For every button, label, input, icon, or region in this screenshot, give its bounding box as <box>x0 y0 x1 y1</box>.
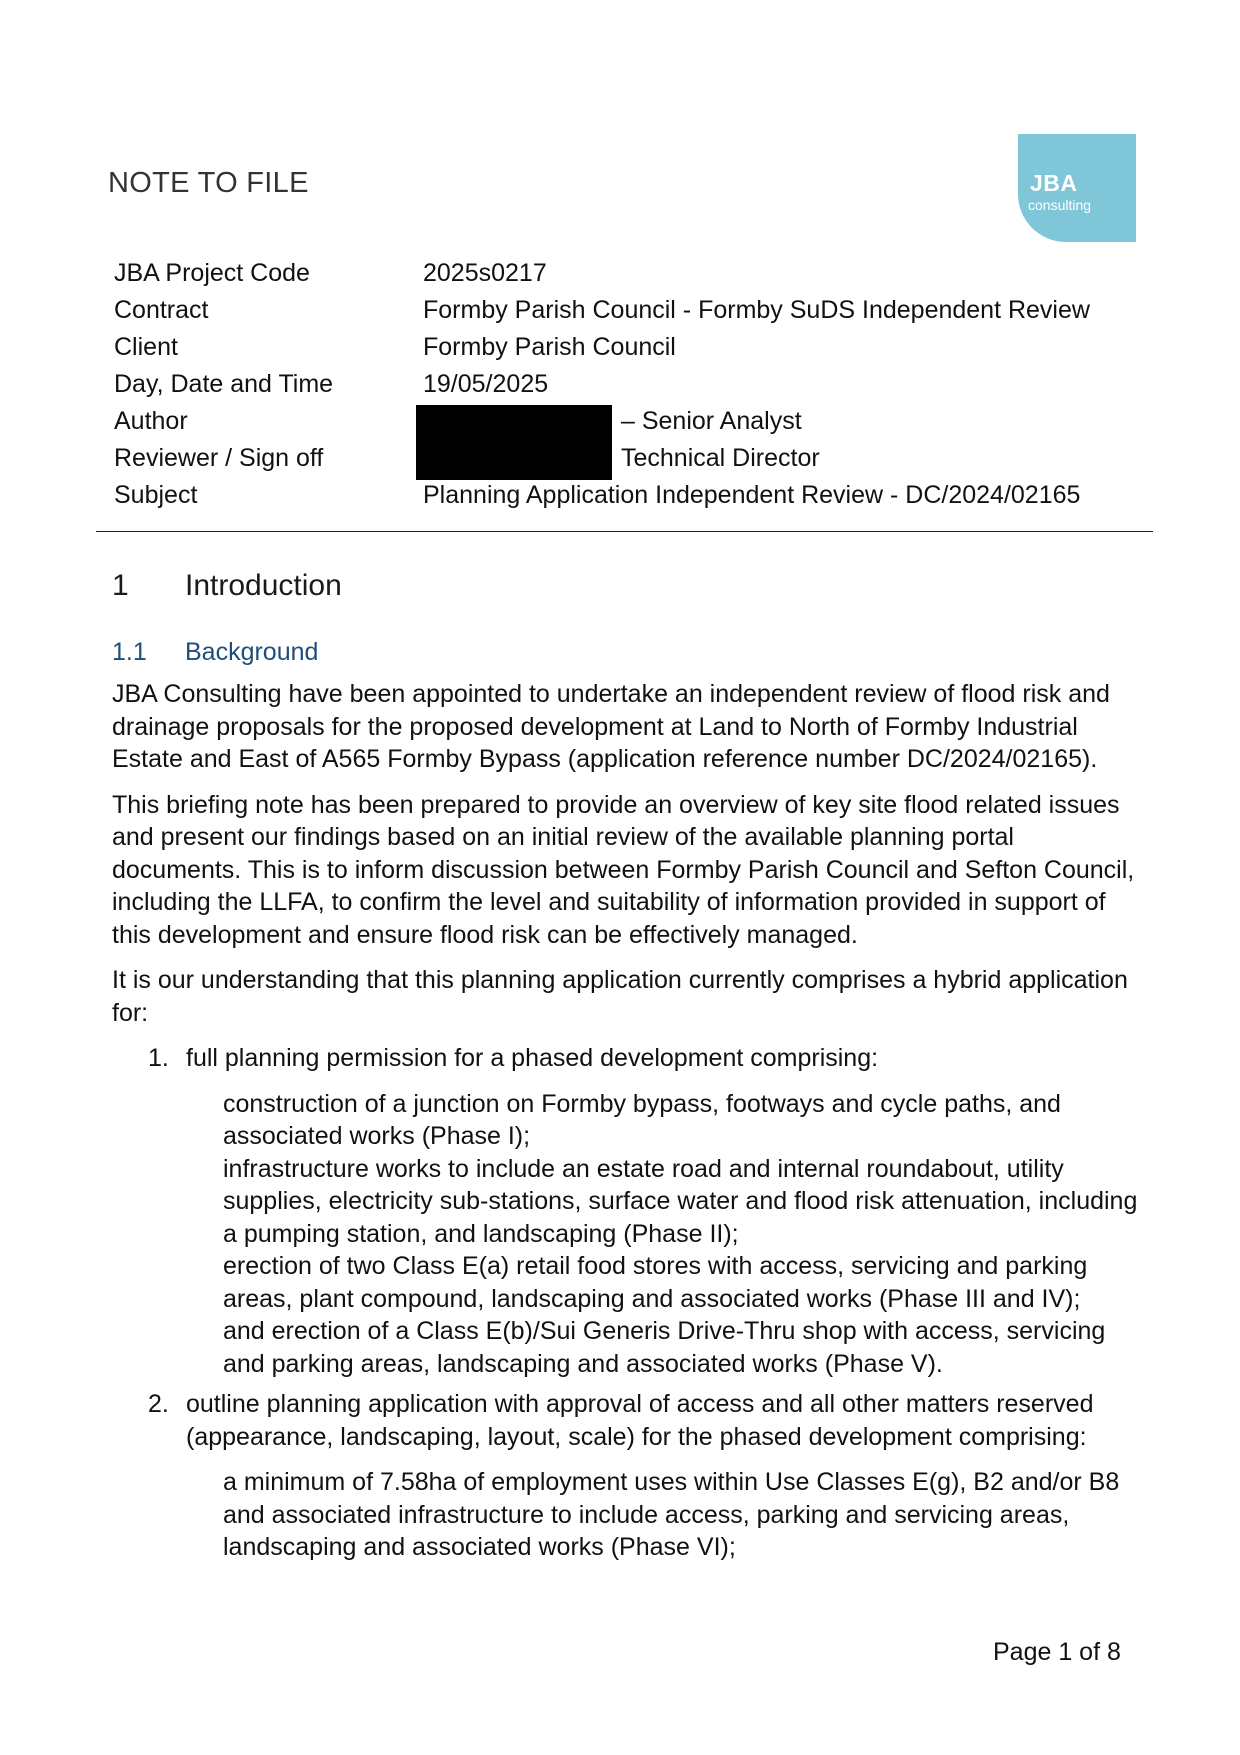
meta-value: Formby Parish Council <box>423 333 676 361</box>
meta-label: Subject <box>114 481 198 509</box>
meta-label: Author <box>114 407 188 435</box>
sub-list-item: construction of a junction on Formby bypass, footways and cycle paths, and associated works (Phase I); <box>223 1089 1061 1150</box>
meta-label: JBA Project Code <box>114 259 310 287</box>
list-marker: 2. <box>148 1390 169 1418</box>
list-item-text: outline planning application with approval of access and all other matters reserved (appearance, landscaping, layout, scale) for the phased development comprising: <box>186 1390 1094 1451</box>
meta-row-subject <box>114 481 1134 518</box>
meta-label: Contract <box>114 296 209 324</box>
sub-list-item: a minimum of 7.58ha of employment uses within Use Classes E(g), B2 and/or B8 and associated infrastructure to include access, parking and servicing areas, landscaping and associated works (Phase VI); <box>223 1468 1120 1561</box>
sub-list <box>186 1466 1142 1564</box>
meta-label: Client <box>114 333 178 361</box>
meta-row-client <box>114 333 1134 370</box>
body-text <box>112 678 1142 1572</box>
meta-row-project-code <box>114 259 1134 296</box>
subsection-number: 1.1 <box>112 638 147 666</box>
jba-logo <box>1018 134 1136 242</box>
meta-value: – Senior Analyst <box>621 407 802 435</box>
meta-row-reviewer <box>114 444 1134 481</box>
meta-row-date <box>114 370 1134 407</box>
list-item <box>112 1388 1142 1564</box>
meta-label: Day, Date and Time <box>114 370 334 398</box>
sub-list-item: and erection of a Class E(b)/Sui Generis Drive-Thru shop with access, servicing and parking areas, landscaping and associated works (Phase V). <box>223 1317 1106 1378</box>
section-number: 1 <box>112 569 129 602</box>
meta-value: Planning Application Independent Review - DC/2024/02165 <box>423 481 1081 509</box>
sub-list-item: erection of two Class E(a) retail food stores with access, servicing and parking areas, plant compound, landscaping and associated works (Phase III and IV); <box>223 1252 1088 1313</box>
redaction-block <box>416 405 612 480</box>
meta-value: 19/05/2025 <box>423 370 549 398</box>
paragraph: This briefing note has been prepared to provide an overview of key site flood related issues and present our findings based on an initial review of the available planning portal documents. This is to inform discussion between Formby Parish Council and Sefton Council, including the LLFA, to confirm the level and suitability of information provided in support of this development and ensure flood risk can be effectively managed. <box>112 790 1135 949</box>
meta-row-contract <box>114 296 1134 333</box>
page-number: Page 1 of 8 <box>993 1638 1121 1666</box>
paragraph: JBA Consulting have been appointed to undertake an independent review of flood risk and drainage proposals for the proposed development at Land to North of Formby Industrial Estate and East of A565 Formby Bypass (application reference number DC/2024/02165). <box>112 680 1110 773</box>
section-title: Introduction <box>185 569 342 602</box>
list-item-text: full planning permission for a phased development comprising: <box>186 1044 879 1072</box>
sub-list <box>186 1088 1142 1381</box>
subsection-title: Background <box>185 638 319 666</box>
document-title: NOTE TO FILE <box>108 167 309 199</box>
meta-value: Formby Parish Council - Formby SuDS Independent Review <box>423 296 1090 324</box>
logo-subtitle: consulting <box>1028 197 1092 213</box>
meta-value: 2025s0217 <box>423 259 547 287</box>
application-list <box>112 1042 1142 1564</box>
subsection-heading <box>112 638 318 667</box>
list-item <box>112 1042 1142 1380</box>
metadata-table <box>114 259 1134 518</box>
logo-wordmark: JBA <box>1030 170 1078 196</box>
paragraph: It is our understanding that this planning application currently comprises a hybrid application for: <box>112 966 1128 1027</box>
meta-value: Technical Director <box>621 444 820 472</box>
meta-label: Reviewer / Sign off <box>114 444 324 472</box>
header-divider <box>96 531 1153 532</box>
sub-list-item: infrastructure works to include an estate road and internal roundabout, utility supplies, electricity sub-stations, surface water and flood risk attenuation, including a pumping station, and landscaping (Phase II); <box>223 1154 1138 1248</box>
section-heading <box>112 569 342 603</box>
list-marker: 1. <box>148 1044 169 1072</box>
meta-row-author <box>114 407 1134 444</box>
